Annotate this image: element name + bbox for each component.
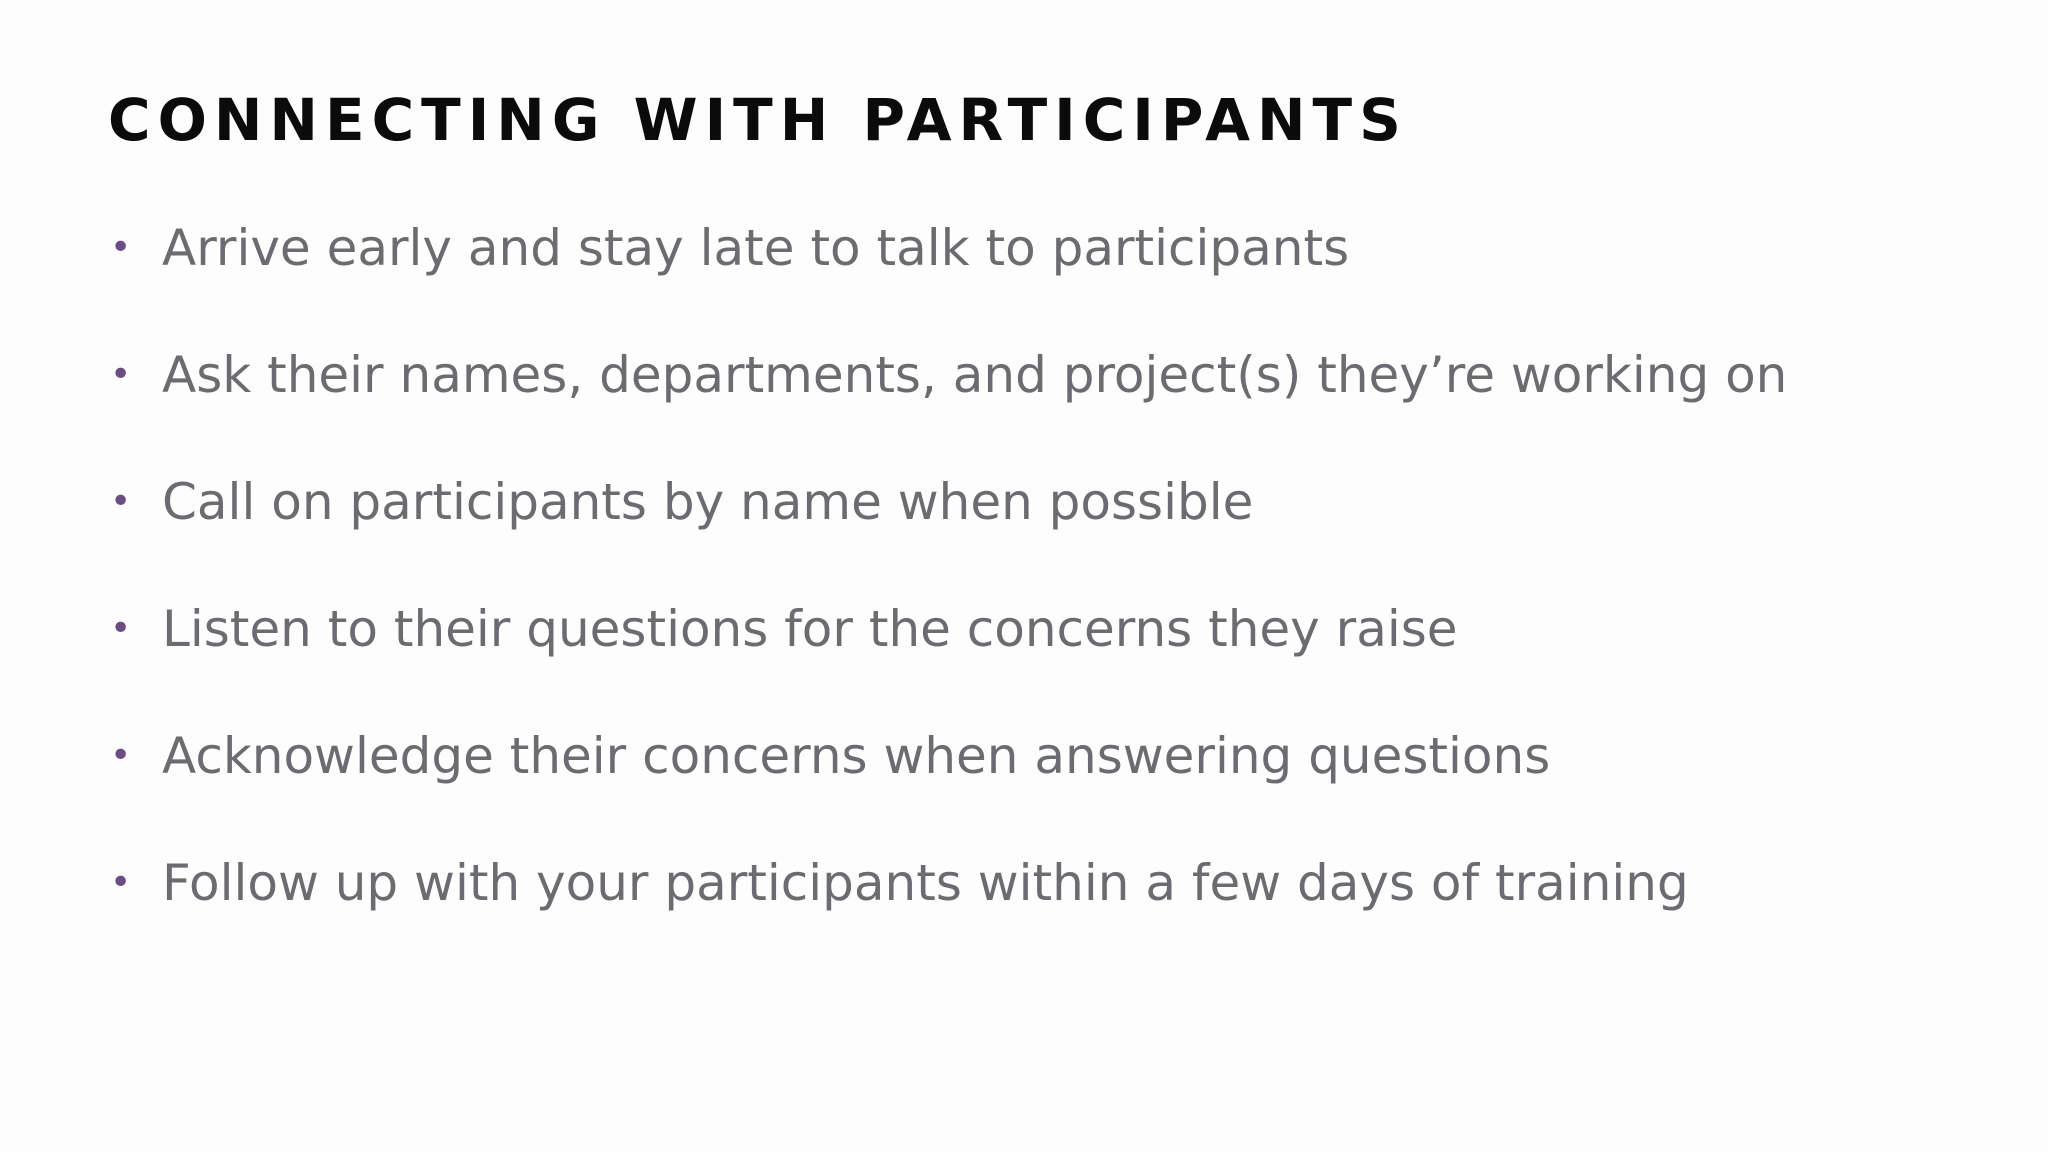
bullet-marker: • — [110, 861, 132, 903]
bullet-text: Listen to their questions for the concerns they raise — [162, 599, 1458, 658]
bullet-item — [108, 819, 1787, 946]
slide-title: CONNECTING WITH PARTICIPANTS — [108, 86, 1408, 154]
bullet-text: Arrive early and stay late to talk to participants — [162, 218, 1350, 277]
bullet-marker: • — [110, 734, 132, 776]
bullet-text: Call on participants by name when possible — [162, 472, 1254, 531]
bullet-text: Follow up with your participants within a few days of training — [162, 853, 1689, 912]
bullet-item — [108, 311, 1787, 438]
bullet-marker: • — [110, 226, 132, 268]
bullet-marker: • — [110, 607, 132, 649]
bullet-list — [108, 184, 1787, 946]
bullet-item — [108, 184, 1787, 311]
bullet-item — [108, 438, 1787, 565]
bullet-marker: • — [110, 353, 132, 395]
bullet-text: Ask their names, departments, and project(s) they’re working on — [162, 345, 1788, 404]
bullet-item — [108, 565, 1787, 692]
bullet-item — [108, 692, 1787, 819]
bullet-marker: • — [110, 480, 132, 522]
bullet-text: Acknowledge their concerns when answering questions — [162, 726, 1551, 785]
